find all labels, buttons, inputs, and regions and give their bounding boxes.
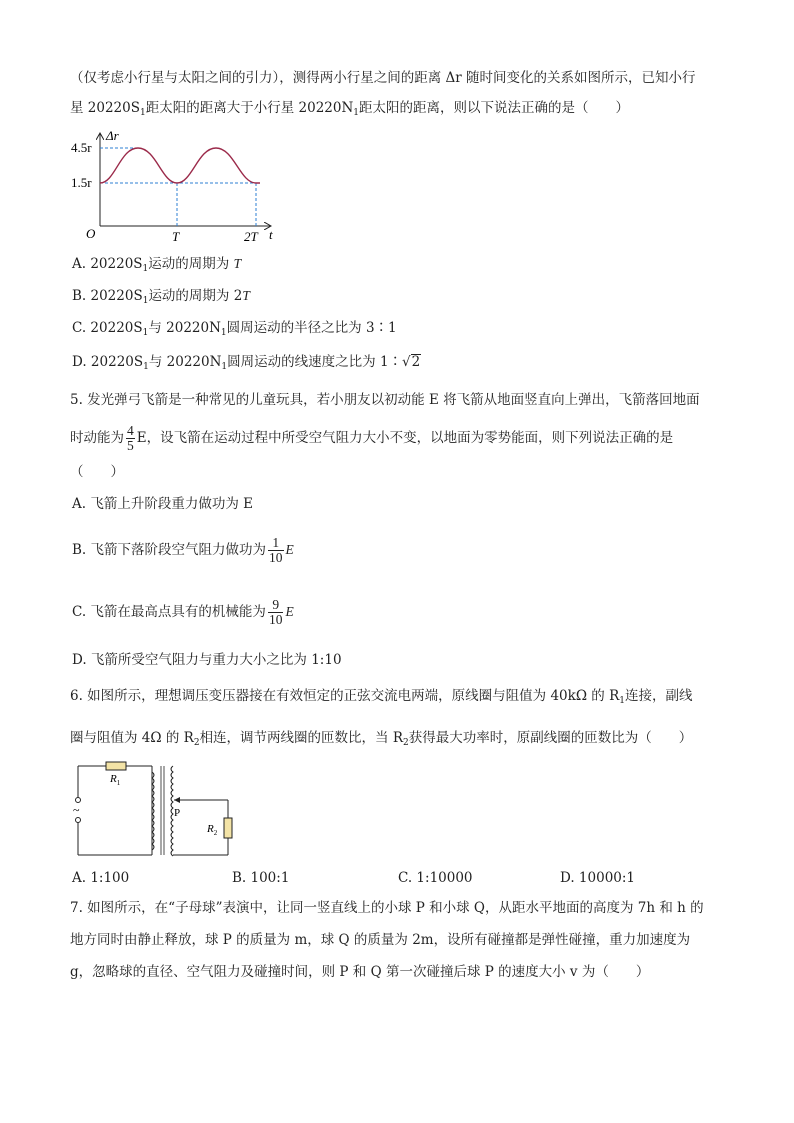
x-t2-label: 2T bbox=[244, 229, 258, 244]
option-text: A. 20220S bbox=[72, 256, 143, 272]
frac-den: 5 bbox=[127, 438, 134, 453]
y-low-label: 1.5r bbox=[71, 175, 92, 190]
q6-option-d[interactable]: D. 10000:1 bbox=[560, 870, 636, 886]
y-axis-label: Δr bbox=[106, 128, 119, 143]
x-axis-label: t bbox=[269, 227, 273, 242]
sub: 1 bbox=[142, 264, 149, 274]
q6-text-b: 连接，副线 bbox=[625, 688, 693, 704]
frac-den: 10 bbox=[268, 612, 283, 627]
q4-stem-line2 bbox=[70, 98, 629, 123]
q5-b-fraction bbox=[268, 536, 284, 565]
ac-symbol: ~ bbox=[73, 803, 80, 817]
ac-terminal-bottom bbox=[76, 818, 81, 823]
q6-stem-line1 bbox=[70, 686, 693, 711]
r1-label: $R_1$ bbox=[110, 773, 121, 787]
q6-text-c: 圈与阻值为 4Ω 的 R bbox=[70, 730, 194, 746]
q6-text-e: 获得最大功率时，原副线圈的匝数比为（ ） bbox=[408, 730, 693, 746]
q7-stem-line2: 地方同时由静止释放，球 P 的质量为 m，球 Q 的质量为 2m，设所有碰撞都是弹性碰撞，重力加速度为 bbox=[70, 932, 691, 948]
q4-stem-line1: （仅考虑小行星与太阳之间的引力），测得两小行星之间的距离 Δr 随时间变化的关系如图所示，已知小行 bbox=[70, 70, 696, 86]
origin-label: O bbox=[86, 226, 96, 241]
option-text: 圆周运动的线速度之比为 1∶ bbox=[227, 354, 403, 370]
ac-terminal-top bbox=[76, 798, 81, 803]
option-text: 与 20220N bbox=[148, 354, 222, 370]
sub: 2 bbox=[403, 738, 409, 748]
q5-stem-line1: 5. 发光弹弓飞箭是一种常见的儿童玩具，若小朋友以初动能 E 将飞箭从地面竖直向上弹出，飞箭落回地面 bbox=[70, 392, 700, 408]
q5-option-b[interactable] bbox=[72, 530, 294, 570]
option-text: B. 飞箭下落阶段空气阻力做功为 bbox=[72, 542, 267, 558]
option-text: 运动的周期为 bbox=[148, 256, 234, 272]
frac-num: 9 bbox=[268, 598, 284, 613]
q5-option-a[interactable]: A. 飞箭上升阶段重力做功为 E bbox=[72, 496, 253, 512]
r2-resistor bbox=[224, 818, 232, 838]
q4-stem-text-a: 星 20220S bbox=[70, 100, 140, 116]
option-text: D. 20220S bbox=[72, 354, 144, 370]
q6-text-d: 相连，调节两线圈的匝数比，当 R bbox=[199, 730, 404, 746]
option-var: E bbox=[285, 604, 294, 619]
option-var: T bbox=[242, 288, 250, 303]
q4-stem-text-b: 距太阳的距离大于小行星 20220N bbox=[145, 100, 354, 116]
q4-distance-time-graph bbox=[70, 128, 290, 246]
slider-arrow bbox=[174, 797, 180, 803]
option-text: C. 20220S bbox=[72, 320, 143, 336]
q5-stem-line2 bbox=[70, 418, 673, 458]
sub: 1 bbox=[142, 328, 149, 338]
secondary-coil-bumps bbox=[171, 766, 173, 856]
option-text: 与 20220N bbox=[148, 320, 221, 336]
q5-option-c[interactable] bbox=[72, 592, 294, 632]
frac-num: 1 bbox=[268, 536, 284, 551]
sub: 1 bbox=[619, 696, 625, 706]
sub: 1 bbox=[142, 296, 149, 306]
q5-fraction bbox=[126, 424, 135, 453]
q4-option-b[interactable] bbox=[72, 286, 250, 311]
option-var: E bbox=[285, 542, 294, 557]
q4-sub: 1 bbox=[140, 108, 146, 118]
sqrt-symbol: √ bbox=[402, 354, 411, 370]
option-text: B. 20220S bbox=[72, 288, 143, 304]
option-text: 运动的周期为 2 bbox=[148, 288, 243, 304]
q4-sub: 1 bbox=[353, 108, 360, 118]
option-text: C. 飞箭在最高点具有的机械能为 bbox=[72, 604, 266, 620]
q5-text-a: 时动能为 bbox=[70, 430, 124, 446]
r2-label: $R_2$ bbox=[207, 823, 218, 837]
q5-option-d[interactable]: D. 飞箭所受空气阻力与重力大小之比为 1:10 bbox=[72, 652, 342, 668]
sub: 1 bbox=[143, 362, 149, 372]
slider-p-label: P bbox=[174, 807, 181, 819]
q4-option-c[interactable] bbox=[72, 318, 397, 343]
q4-option-a[interactable] bbox=[72, 254, 241, 279]
y-high-label: 4.5r bbox=[71, 140, 92, 155]
sub: 1 bbox=[221, 362, 228, 372]
q6-stem-line2 bbox=[70, 728, 692, 753]
q6-option-a[interactable]: A. 1:100 bbox=[72, 870, 130, 886]
sqrt-value: 2 bbox=[411, 354, 421, 370]
q4-stem-text-c: 距太阳的距离，则以下说法正确的是（ ） bbox=[359, 100, 630, 116]
q4-option-d[interactable] bbox=[72, 352, 421, 377]
q5-text-b: E，设飞箭在运动过程中所受空气阻力大小不变，以地面为零势能面，则下列说法正确的是 bbox=[136, 430, 674, 446]
q6-option-b[interactable]: B. 100:1 bbox=[232, 870, 290, 886]
option-text: 圆周运动的半径之比为 3∶1 bbox=[226, 320, 397, 336]
sub: 1 bbox=[220, 328, 227, 338]
option-var: T bbox=[233, 256, 242, 271]
distance-curve bbox=[100, 148, 260, 183]
q6-option-c[interactable]: C. 1:10000 bbox=[398, 870, 473, 886]
frac-num: 4 bbox=[127, 423, 134, 438]
frac-den: 10 bbox=[269, 550, 283, 565]
q6-transformer-circuit bbox=[70, 760, 250, 860]
q5-stem-line3: （ ） bbox=[70, 464, 124, 480]
q5-c-fraction bbox=[268, 598, 284, 627]
r1-resistor bbox=[106, 762, 126, 770]
q6-text-a: 6. 如图所示，理想调压变压器接在有效恒定的正弦交流电两端，原线圈与阻值为 40kΩ 的 R bbox=[70, 688, 620, 704]
q7-stem-line3: g，忽略球的直径、空气阻力及碰撞时间，则 P 和 Q 第一次碰撞后球 P 的速度大小 v 为（ ） bbox=[70, 964, 650, 980]
q7-stem-line1: 7. 如图所示，在“子母球”表演中，让同一竖直线上的小球 P 和小球 Q，从距水平地面的高度为 7h 和 h 的 bbox=[70, 900, 704, 916]
x-t1-label: T bbox=[172, 229, 180, 244]
sub: 2 bbox=[193, 738, 200, 748]
